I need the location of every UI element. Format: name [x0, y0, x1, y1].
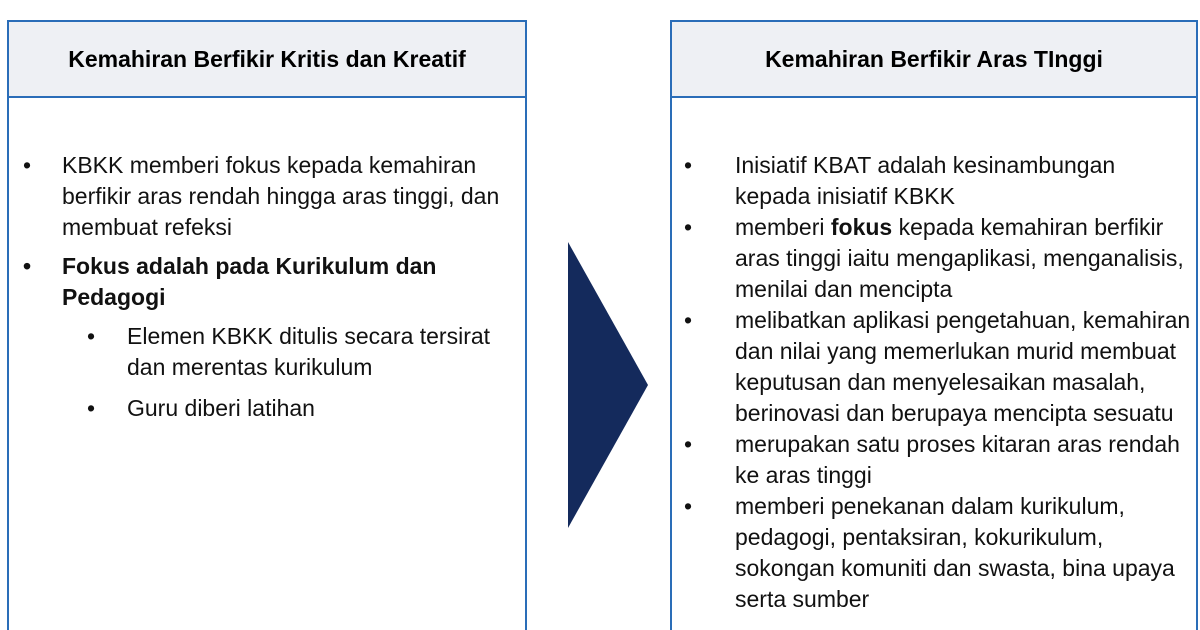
- left-sub-item-text: Guru diberi latihan: [127, 395, 315, 421]
- right-item-bold-text: fokus: [830, 214, 893, 240]
- right-bullet-list: [672, 150, 1196, 615]
- left-panel: [7, 20, 527, 630]
- bullet-icon: •: [87, 323, 96, 349]
- right-panel: [670, 20, 1198, 630]
- bullet-icon: •: [23, 253, 32, 279]
- right-item-text-post: kepada kemahiran berfikir aras tinggi iaitu mengaplikasi, menganalisis, menilai dan mencipta: [735, 214, 1184, 302]
- bullet-icon: •: [684, 493, 693, 519]
- left-sub-list-item: [9, 321, 525, 383]
- right-list-item: [672, 429, 1196, 491]
- bullet-icon: •: [684, 307, 693, 333]
- right-list-item: [672, 305, 1196, 429]
- right-panel-body: [672, 98, 1196, 615]
- left-list-item: [9, 251, 525, 313]
- right-item-text: merupakan satu proses kitaran aras rendah ke aras tinggi: [735, 431, 1180, 488]
- bullet-icon: •: [684, 214, 693, 240]
- right-item-text: melibatkan aplikasi pengetahuan, kemahiran dan nilai yang memerlukan murid membuat keputusan dan menyelesaikan masalah, berinovasi dan berupaya mencipta sesuatu: [735, 307, 1191, 426]
- left-panel-body: [9, 98, 525, 424]
- left-list-item: [9, 150, 525, 243]
- left-item-text: KBKK memberi fokus kepada kemahiran berfikir aras rendah hingga aras tinggi, dan membuat refeksi: [62, 152, 500, 240]
- right-list-item: [672, 491, 1196, 615]
- right-list-item: [672, 212, 1196, 305]
- right-triangle-arrow-icon: [566, 240, 650, 530]
- bullet-icon: •: [684, 431, 693, 457]
- left-panel-title: Kemahiran Berfikir Kritis dan Kreatif: [9, 22, 525, 98]
- bullet-icon: •: [684, 152, 693, 178]
- right-list-item: [672, 150, 1196, 212]
- right-item-text: Inisiatif KBAT adalah kesinambungan kepada inisiatif KBKK: [735, 152, 1116, 209]
- left-bullet-list: [9, 150, 525, 424]
- right-panel-title: Kemahiran Berfikir Aras TInggi: [672, 22, 1196, 98]
- bullet-icon: •: [23, 152, 32, 178]
- arrow-shape: [568, 242, 648, 528]
- bullet-icon: •: [87, 395, 96, 421]
- right-item-text: memberi penekanan dalam kurikulum, pedagogi, pentaksiran, kokurikulum, sokongan komuniti dan swasta, bina upaya serta sumber: [735, 493, 1175, 612]
- right-item-text: memberi: [735, 214, 831, 240]
- left-sub-list-item: [9, 393, 525, 424]
- left-item-text: Fokus adalah pada Kurikulum dan Pedagogi: [62, 253, 437, 310]
- left-sub-item-text: Elemen KBKK ditulis secara tersirat dan merentas kurikulum: [127, 323, 491, 380]
